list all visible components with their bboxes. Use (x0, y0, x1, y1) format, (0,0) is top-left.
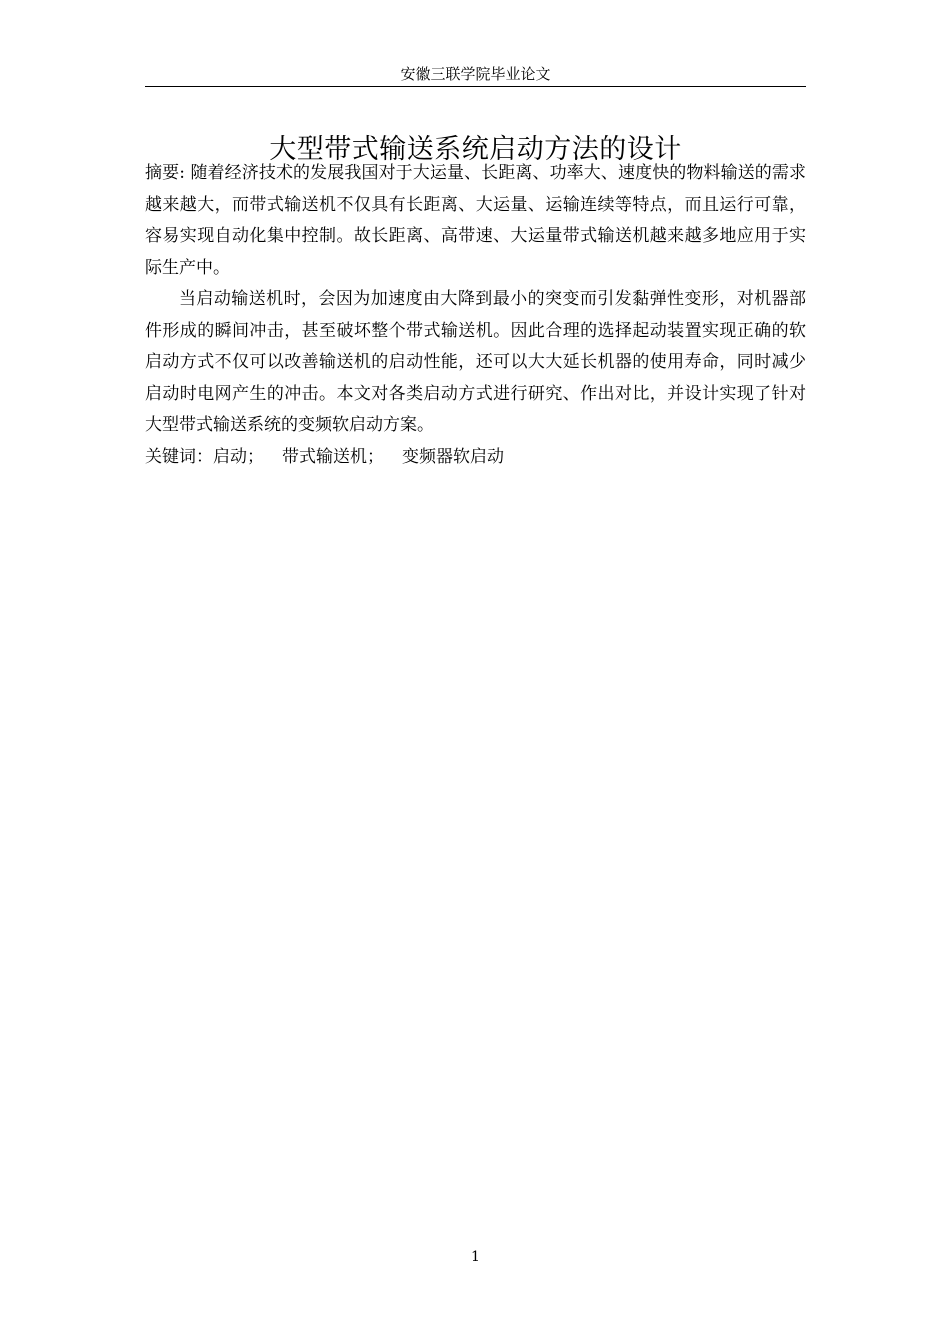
keyword-item: 启动； (213, 446, 264, 467)
header-divider (145, 86, 806, 87)
abstract-paragraph-2: 当启动输送机时，会因为加速度由大降到最小的突变而引发黏弹性变形，对机器部件形成的瞬间冲击，甚至破坏整个带式输送机。因此合理的选择起动装置实现正确的软启动方式不仅可以改善输送机的启动性能，还可以大大延长机器的使用寿命，同时减少启动时电网产生的冲击。本文对各类启动方式进行研究、作出对比，并设计实现了针对大型带式输送系统的变频软启动方案。 (145, 289, 806, 435)
keyword-item: 变频器软启动 (402, 446, 504, 467)
abstract-section (145, 158, 806, 473)
keyword-item: 带式输送机； (282, 446, 384, 467)
abstract-paragraph-1 (145, 158, 806, 284)
page-number: 1 (471, 1249, 480, 1265)
abstract-text-1: 随着经济技术的发展我国对于大运量、长距离、功率大、速度快的物料输送的需求越来越大，而带式输送机不仅具有长距离、大运量、运输连续等特点，而且运行可靠，容易实现自动化集中控制。故长距离、高带速、大运量带式输送机越来越多地应用于实际生产中。 (145, 163, 807, 278)
abstract-label: 摘要 (145, 163, 180, 183)
keywords-label: 关键词： (145, 446, 213, 467)
document-title: 大型带式输送系统启动方法的设计 (269, 134, 682, 165)
page-header: 安徽三联学院毕业论文 (400, 65, 551, 83)
keywords-line (145, 442, 806, 474)
abstract-label-colon: : (179, 163, 185, 183)
